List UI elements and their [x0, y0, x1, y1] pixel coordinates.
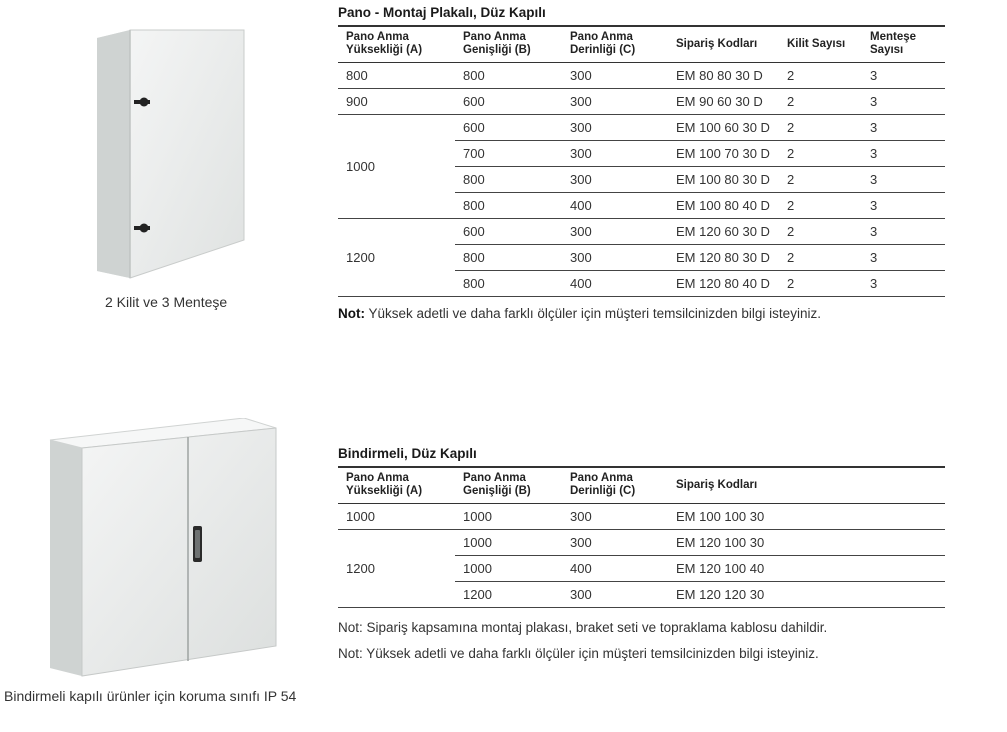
column-header: Sipariş Kodları — [676, 478, 758, 491]
cell-locks: 2 — [779, 62, 862, 88]
cell-depth: 400 — [562, 192, 668, 218]
cell-width: 1200 — [455, 581, 562, 607]
cell-empty — [862, 581, 945, 607]
cell-height: 900 — [338, 88, 455, 114]
cell-locks: 2 — [779, 270, 862, 296]
cell-hinges: 3 — [862, 218, 945, 244]
cell-code: EM 120 100 40 — [668, 555, 779, 581]
cell-depth: 300 — [562, 140, 668, 166]
single-door-cabinet-image — [92, 26, 252, 284]
cell-width: 600 — [455, 218, 562, 244]
cell-code: EM 120 120 30 — [668, 581, 779, 607]
cell-width: 800 — [455, 166, 562, 192]
column-header: Pano Anma Genişliği (B) — [463, 472, 531, 498]
cell-locks: 2 — [779, 166, 862, 192]
column-header-empty — [779, 467, 862, 503]
cell-height: 1200 — [338, 218, 455, 296]
cell-code: EM 90 60 30 D — [668, 88, 779, 114]
cell-width: 800 — [455, 192, 562, 218]
table-row — [338, 503, 945, 529]
cell-height: 1000 — [338, 503, 455, 529]
image-caption-1: 2 Kilit ve 3 Menteşe — [105, 294, 228, 310]
note-2: Not: Sipariş kapsamına montaj plakası, braket seti ve topraklama kablosu dahildir. — [338, 620, 828, 635]
cell-width: 1000 — [455, 529, 562, 555]
cell-height: 800 — [338, 62, 455, 88]
cell-hinges: 3 — [862, 270, 945, 296]
note-text: Yüksek adetli ve daha farklı ölçüler için müşteri temsilcinizden bilgi isteyiniz. — [365, 306, 821, 321]
cell-locks: 2 — [779, 218, 862, 244]
note-label: Not: — [338, 306, 365, 321]
cell-empty — [862, 555, 945, 581]
section-title-1: Pano - Montaj Plakalı, Düz Kapılı — [338, 5, 546, 20]
cell-code: EM 100 60 30 D — [668, 114, 779, 140]
cell-width: 800 — [455, 270, 562, 296]
cell-width: 800 — [455, 62, 562, 88]
cell-depth: 300 — [562, 581, 668, 607]
cell-depth: 300 — [562, 166, 668, 192]
table-row — [338, 218, 945, 244]
image-caption-2: Bindirmeli kapılı ürünler için koruma sınıfı IP 54 — [4, 688, 297, 704]
cell-depth: 300 — [562, 529, 668, 555]
cell-code: EM 80 80 30 D — [668, 62, 779, 88]
column-header: Pano Anma Yüksekliği (A) — [346, 31, 423, 57]
cell-locks: 2 — [779, 140, 862, 166]
cell-width: 600 — [455, 88, 562, 114]
cell-width: 800 — [455, 244, 562, 270]
cell-depth: 300 — [562, 114, 668, 140]
cell-height: 1000 — [338, 114, 455, 218]
column-header: Kilit Sayısı — [787, 37, 846, 50]
cell-code: EM 100 70 30 D — [668, 140, 779, 166]
spec-table-1 — [338, 25, 945, 297]
cell-width: 1000 — [455, 503, 562, 529]
column-header: Menteşe Sayısı — [870, 31, 917, 57]
cell-locks: 2 — [779, 192, 862, 218]
note-1 — [338, 306, 821, 321]
cell-locks: 2 — [779, 114, 862, 140]
table-row — [338, 529, 945, 555]
cell-code: EM 120 80 30 D — [668, 244, 779, 270]
column-header: Pano Anma Genişliği (B) — [463, 31, 531, 57]
cell-locks: 2 — [779, 244, 862, 270]
cell-code: EM 120 80 40 D — [668, 270, 779, 296]
cell-hinges: 3 — [862, 244, 945, 270]
cell-code: EM 100 80 30 D — [668, 166, 779, 192]
cell-width: 1000 — [455, 555, 562, 581]
cell-code: EM 100 100 30 — [668, 503, 779, 529]
cell-depth: 400 — [562, 270, 668, 296]
column-header: Pano Anma Derinliği (C) — [570, 31, 636, 57]
cell-empty — [779, 503, 862, 529]
column-header-empty — [862, 467, 945, 503]
cell-code: EM 120 60 30 D — [668, 218, 779, 244]
cell-width: 700 — [455, 140, 562, 166]
column-header: Sipariş Kodları — [676, 37, 758, 50]
cell-hinges: 3 — [862, 192, 945, 218]
note-3: Not: Yüksek adetli ve daha farklı ölçüler için müşteri temsilcinizden bilgi isteyiniz. — [338, 646, 819, 661]
spec-table-2 — [338, 466, 945, 608]
cell-code: EM 100 80 40 D — [668, 192, 779, 218]
section-title-2: Bindirmeli, Düz Kapılı — [338, 446, 477, 461]
cell-depth: 300 — [562, 218, 668, 244]
cell-empty — [779, 529, 862, 555]
handle-icon — [193, 526, 202, 562]
double-door-cabinet-image — [46, 418, 280, 680]
cell-empty — [862, 503, 945, 529]
cell-depth: 300 — [562, 503, 668, 529]
cell-hinges: 3 — [862, 88, 945, 114]
cell-hinges: 3 — [862, 62, 945, 88]
cell-hinges: 3 — [862, 114, 945, 140]
table-header-row — [338, 467, 945, 503]
cell-empty — [779, 581, 862, 607]
cell-depth: 300 — [562, 62, 668, 88]
column-header: Pano Anma Yüksekliği (A) — [346, 472, 423, 498]
cell-empty — [779, 555, 862, 581]
cell-depth: 300 — [562, 244, 668, 270]
column-header: Pano Anma Derinliği (C) — [570, 472, 636, 498]
cell-depth: 400 — [562, 555, 668, 581]
table-row — [338, 114, 945, 140]
table-header-row — [338, 26, 945, 62]
cell-locks: 2 — [779, 88, 862, 114]
table-row — [338, 88, 945, 114]
cell-hinges: 3 — [862, 166, 945, 192]
cell-depth: 300 — [562, 88, 668, 114]
cell-width: 600 — [455, 114, 562, 140]
cell-empty — [862, 529, 945, 555]
cell-code: EM 120 100 30 — [668, 529, 779, 555]
table-row — [338, 62, 945, 88]
cell-height: 1200 — [338, 529, 455, 607]
cell-hinges: 3 — [862, 140, 945, 166]
